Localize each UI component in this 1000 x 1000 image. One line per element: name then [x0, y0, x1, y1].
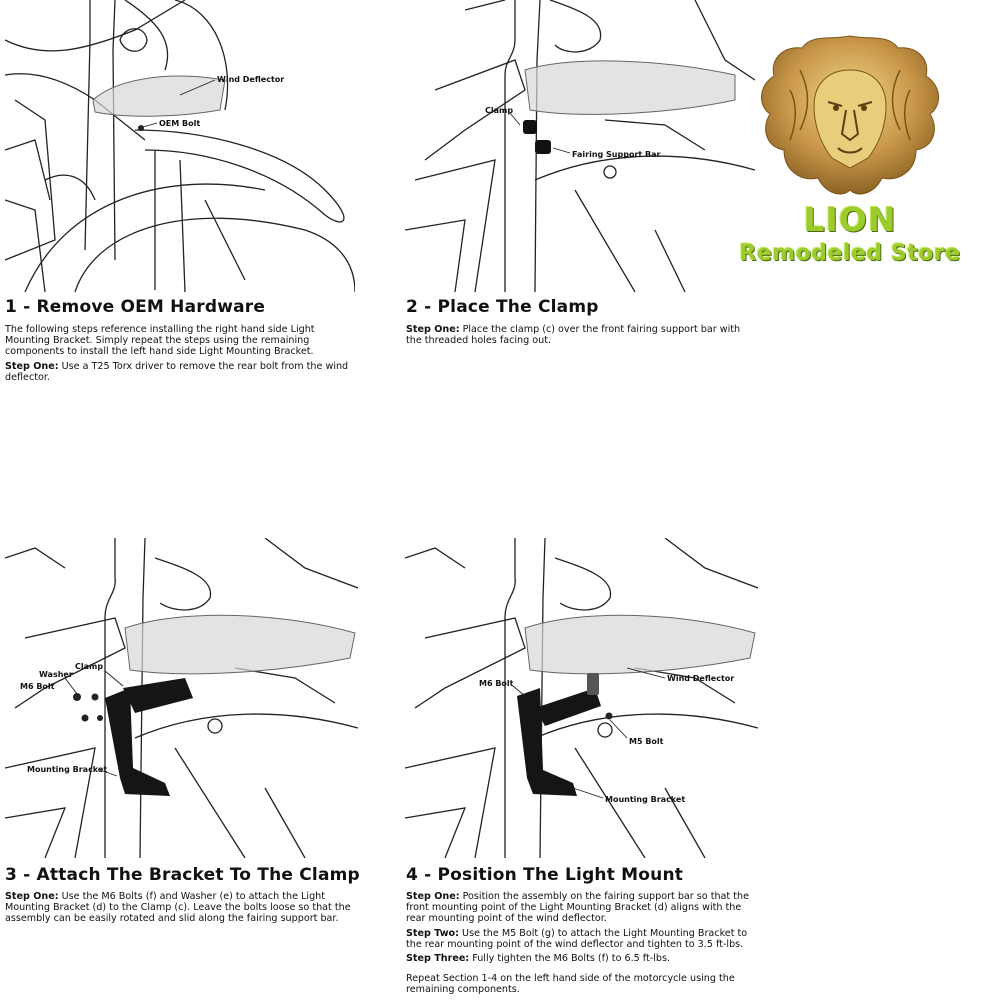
clamp-placement-diagram: [405, 0, 755, 292]
lion-head-icon: [720, 30, 980, 200]
callout-oem-bolt: OEM Bolt: [159, 119, 201, 128]
step1-intro: The following steps reference installing the right hand side Light Mounting Bracket. Simply repeat the steps using the remaining components to install the left hand side Light Mounting Bracket.: [5, 324, 315, 358]
step3-step-one: Step One: Use the M6 Bolts (f) and Washer (e) to attach the Light Mounting Bracket (d) to the Clamp (c). Leave the bolts loose so that the assembly can be easily rotated and slid along the fairing support bar.: [5, 891, 351, 925]
step4-step-three: Step Three: Fully tighten the M6 Bolts (f) to 6.5 ft-lbs.: [406, 953, 671, 965]
step4-body: [406, 891, 756, 999]
callout-washer: Washer: [39, 670, 73, 679]
callout-m5-bolt: M5 Bolt: [629, 737, 664, 746]
step4-title: 4 - Position The Light Mount: [406, 865, 684, 885]
light-mount-position-diagram: [405, 538, 758, 858]
motorcycle-front-diagram: [5, 0, 355, 292]
step3-title: 3 - Attach The Bracket To The Clamp: [5, 865, 360, 885]
logo-subtitle: Remodeled Store: [739, 241, 961, 266]
step2-title: 2 - Place The Clamp: [406, 297, 599, 317]
step1-illustration: [5, 0, 355, 292]
step3-illustration: [5, 538, 358, 858]
step4-illustration: [405, 538, 758, 858]
step4-step-one: Step One: Position the assembly on the fairing support bar so that the front mounting point of the Light Mounting Bracket (d) aligns with the rear mounting point of the wind deflector.: [406, 891, 749, 925]
step2-body: [406, 324, 751, 349]
step2-illustration: [405, 0, 755, 292]
callout-wind-deflector: Wind Deflector: [667, 674, 735, 683]
step1-title: 1 - Remove OEM Hardware: [5, 297, 266, 317]
callout-clamp: Clamp: [75, 662, 104, 671]
callout-clamp: Clamp: [485, 106, 514, 115]
step4-outro: Repeat Section 1-4 on the left hand side of the motorcycle using the remaining components.: [406, 973, 735, 996]
callout-m6-bolt: M6 Bolt: [479, 679, 514, 688]
step3-body: [5, 891, 355, 928]
callout-mounting-bracket: Mounting Bracket: [605, 795, 686, 804]
step1-step-one: Step One: Use a T25 Torx driver to remove the rear bolt from the wind deflector.: [5, 360, 349, 383]
callout-m6-bolt: M6 Bolt: [20, 682, 55, 691]
callout-mounting-bracket: Mounting Bracket: [27, 765, 108, 774]
step1-body: [5, 324, 360, 386]
logo-brand-name: LION: [803, 200, 897, 239]
lion-remodeled-store-logo: [720, 30, 980, 275]
bracket-attach-diagram: [5, 538, 358, 858]
step2-step-one: Step One: Place the clamp (c) over the front fairing support bar with the threaded holes facing out.: [406, 324, 741, 347]
callout-fairing-support-bar: Fairing Support Bar: [572, 150, 661, 159]
step4-step-two: Step Two: Use the M5 Bolt (g) to attach the Light Mounting Bracket to the rear mounting point of the wind deflector and tighten to 3.5 ft-lbs.: [406, 927, 748, 950]
callout-wind-deflector: Wind Deflector: [217, 75, 285, 84]
